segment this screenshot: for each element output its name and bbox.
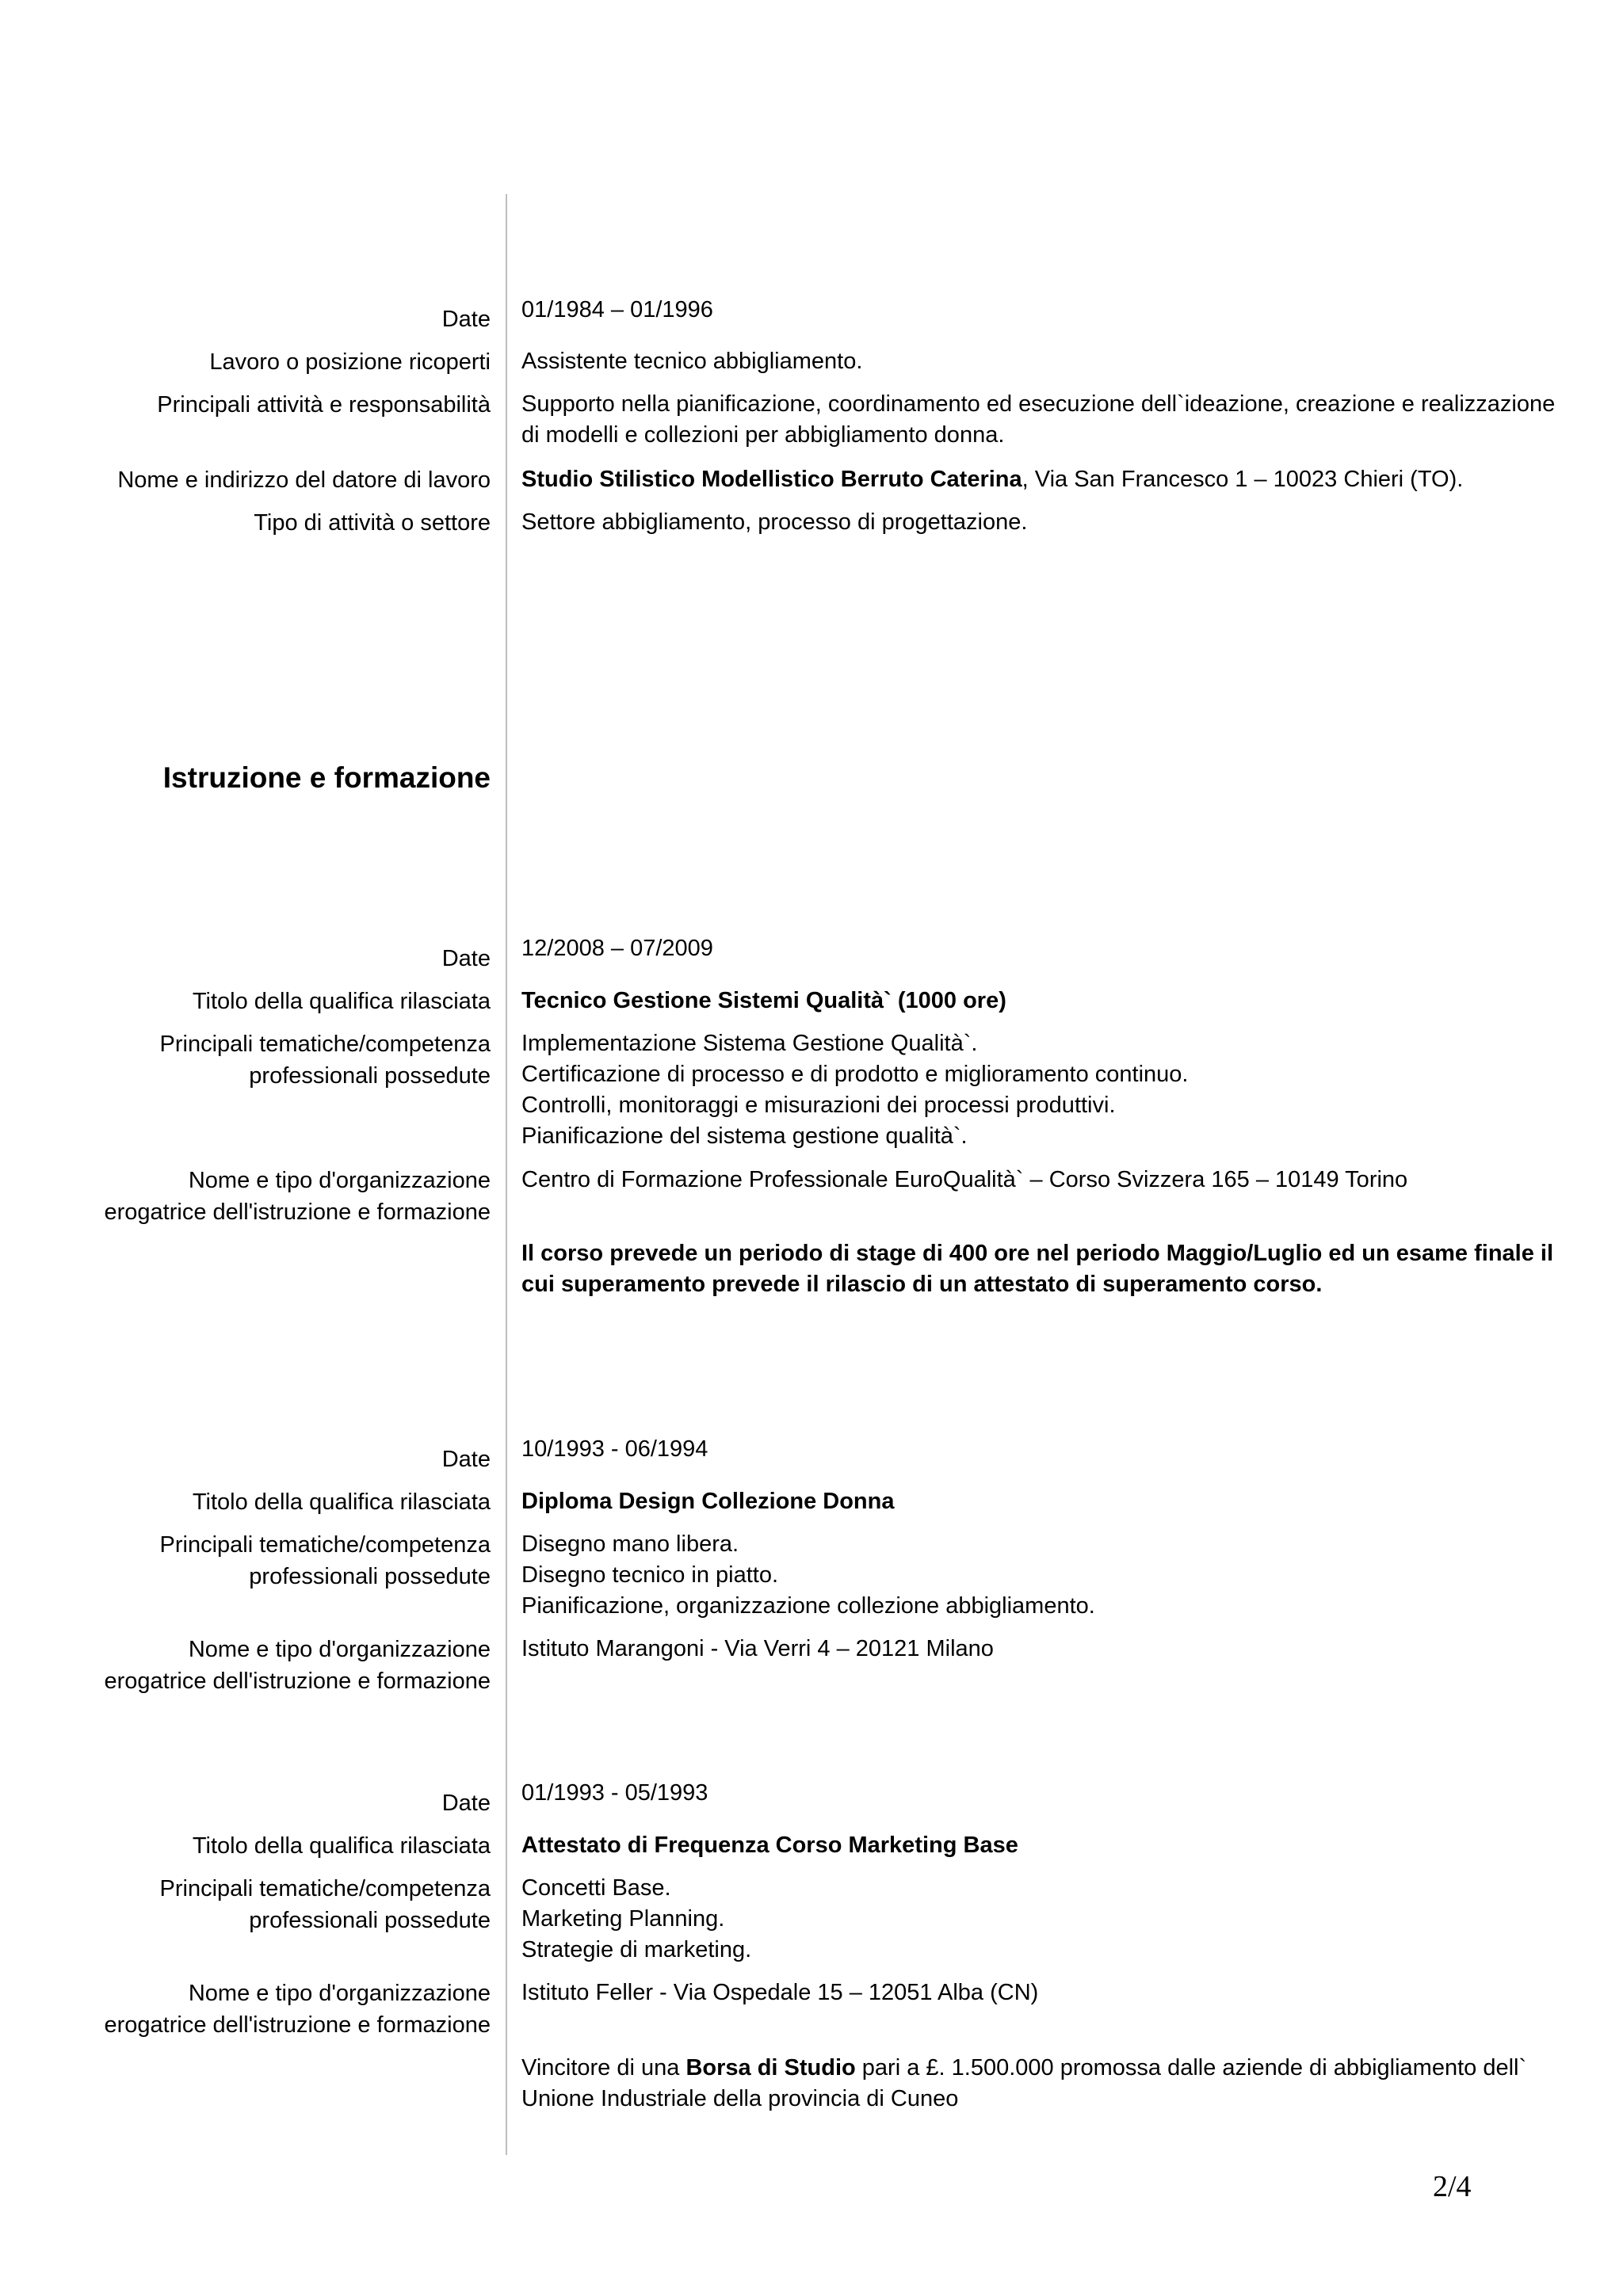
edu2-org-label-line2: erogatrice dell'istruzione e formazione — [104, 1669, 491, 1694]
edu1-org: Centro di Formazione Professionale EuroQualità` – Corso Svizzera 165 – 10149 Torino — [521, 1167, 1408, 1192]
work-position-label: Lavoro o posizione ricoperti — [209, 349, 491, 375]
edu3-skills-label-line2: professionali possedute — [249, 1908, 491, 1933]
edu1-date: 12/2008 – 07/2009 — [521, 936, 713, 961]
edu2-skills — [521, 1529, 1568, 1622]
edu3-note — [521, 2053, 1568, 2115]
edu3-org-label-line2: erogatrice dell'istruzione e formazione — [104, 2012, 491, 2038]
column-divider — [506, 194, 507, 2155]
edu3-skills-label — [15, 1873, 491, 1936]
edu2-org-label — [15, 1634, 491, 1697]
edu2-title: Diploma Design Collezione Donna — [521, 1489, 895, 1514]
work-position: Assistente tecnico abbigliamento. — [521, 349, 863, 374]
edu3-note-pre: Vincitore di una — [521, 2055, 686, 2081]
edu2-title-label: Titolo della qualifica rilasciata — [192, 1489, 491, 1515]
edu3-date-label: Date — [441, 1791, 491, 1816]
work-employer — [521, 464, 1568, 495]
edu2-skills-label-line1: Principali tematiche/competenza — [159, 1532, 491, 1558]
work-activities-label: Principali attività e responsabilità — [157, 392, 491, 418]
work-employer-address: , Via San Francesco 1 – 10023 Chieri (TO). — [1022, 467, 1464, 492]
section-heading-education: Istruzione e formazione — [162, 761, 491, 794]
edu3-skill: Strategie di marketing. — [521, 1937, 752, 1962]
edu3-note-bold: Borsa di Studio — [685, 2055, 856, 2081]
edu2-skills-label — [15, 1529, 491, 1592]
work-sector-label: Tipo di attività o settore — [254, 510, 491, 536]
edu1-skills-label-line2: professionali possedute — [249, 1063, 491, 1089]
edu1-note: Il corso prevede un periodo di stage di 400 ore nel periodo Maggio/Luglio ed un esame finale il cui superamento prevede il rilascio di un attestato di superamento corso. — [521, 1241, 1554, 1297]
work-employer-name: Studio Stilistico Modellistico Berruto Caterina — [521, 467, 1022, 492]
edu1-org-label-line1: Nome e tipo d'organizzazione — [188, 1168, 491, 1193]
edu3-skills-label-line1: Principali tematiche/competenza — [159, 1876, 491, 1901]
edu2-date-label: Date — [441, 1447, 491, 1472]
work-sector: Settore abbigliamento, processo di progettazione. — [521, 509, 1028, 535]
edu1-skills — [521, 1028, 1568, 1152]
edu2-org: Istituto Marangoni - Via Verri 4 – 20121 Milano — [521, 1636, 994, 1661]
edu3-skills — [521, 1873, 1568, 1966]
edu3-title: Attestato di Frequenza Corso Marketing Base — [521, 1833, 1018, 1858]
page-number: 2/4 — [1433, 2170, 1472, 2203]
edu2-skill: Pianificazione, organizzazione collezione abbigliamento. — [521, 1593, 1095, 1619]
edu3-title-label: Titolo della qualifica rilasciata — [192, 1833, 491, 1859]
edu1-skill: Certificazione di processo e di prodotto e miglioramento continuo. — [521, 1062, 1189, 1087]
edu2-skill: Disegno mano libera. — [521, 1531, 739, 1557]
work-date-label: Date — [441, 307, 491, 332]
work-activities: Supporto nella pianificazione, coordinamento ed esecuzione dell`ideazione, creazione e realizzazione di modelli e collezioni per abbigliamento donna. — [521, 391, 1556, 448]
work-date: 01/1984 – 01/1996 — [521, 297, 713, 322]
edu3-org-label-line1: Nome e tipo d'organizzazione — [188, 1981, 491, 2006]
edu1-skill: Pianificazione del sistema gestione qualità`. — [521, 1123, 968, 1149]
edu2-skill: Disegno tecnico in piatto. — [521, 1562, 779, 1588]
edu3-skill: Marketing Planning. — [521, 1906, 725, 1932]
edu1-title-label: Titolo della qualifica rilasciata — [192, 989, 491, 1014]
edu2-date: 10/1993 - 06/1994 — [521, 1436, 708, 1462]
edu3-org-label — [15, 1978, 491, 2041]
edu1-title: Tecnico Gestione Sistemi Qualità` (1000 ore) — [521, 988, 1006, 1013]
edu3-note-post: pari a £. 1.500.000 promossa dalle aziende di abbigliamento dell` Unione Industriale della provincia di Cuneo — [521, 2055, 1527, 2111]
edu1-skills-label-line1: Principali tematiche/competenza — [159, 1032, 491, 1057]
edu3-skill: Concetti Base. — [521, 1875, 671, 1901]
edu3-date: 01/1993 - 05/1993 — [521, 1780, 708, 1806]
edu1-skill: Implementazione Sistema Gestione Qualità`. — [521, 1031, 978, 1056]
edu1-skills-label — [15, 1028, 491, 1092]
edu1-date-label: Date — [441, 946, 491, 971]
edu1-org-label-line2: erogatrice dell'istruzione e formazione — [104, 1199, 491, 1225]
edu1-org-label — [15, 1165, 491, 1228]
work-employer-label: Nome e indirizzo del datore di lavoro — [117, 467, 491, 493]
edu1-skill: Controlli, monitoraggi e misurazioni dei processi produttivi. — [521, 1093, 1116, 1118]
edu2-org-label-line1: Nome e tipo d'organizzazione — [188, 1637, 491, 1662]
edu2-skills-label-line2: professionali possedute — [249, 1564, 491, 1589]
edu3-org: Istituto Feller - Via Ospedale 15 – 12051 Alba (CN) — [521, 1980, 1039, 2005]
